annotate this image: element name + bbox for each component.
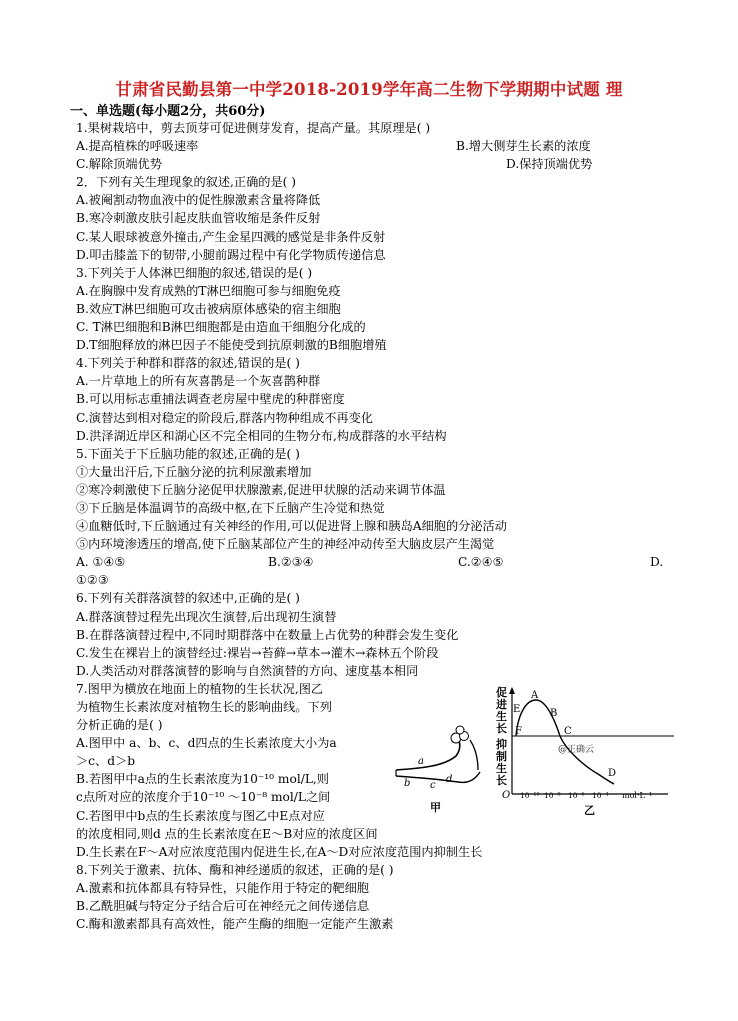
q5-option-c: C.②④⑤ [458,555,504,570]
q3-option-a: A.在胸腺中发育成熟的T淋巴细胞可参与细胞免疫 [76,283,341,298]
figure-caption-jia: 甲 [430,801,441,814]
q7-option-b-cont: c点所对应的浓度介于10⁻¹⁰ ～10⁻⁸ mol/L之间 [76,790,331,805]
x-unit: mol·L⁻¹ [622,791,653,800]
y-label-promote-1: 促 [496,686,507,699]
q8-option-a: A.激素和抗体都具有特异性，只能作用于特定的靶细胞 [76,880,369,895]
y-label-promote-2: 进 [496,698,507,711]
q3-stem: 3.下列关于人体淋巴细胞的叙述,错误的是( ) [76,265,313,280]
q7-line-1: 7.图甲为横放在地面上的植物的生长状况,图乙 [76,681,324,696]
y-label-inhibit-3: 生 [496,762,507,775]
q8-option-b: B.乙酰胆碱与特定分子结合后可在神经元之间传递信息 [76,899,370,914]
point-c: C [564,726,572,737]
q7-figure [384,686,684,820]
q5-options [76,553,668,571]
y-label-promote-4: 长 [496,722,507,735]
point-d: D [608,768,617,779]
q3-option-d: D.T细胞释放的淋巴因子不能使受到抗原刺激的B细胞增殖 [76,338,387,353]
q7-option-c: C.若图甲中b点的生长素浓度与图乙中E点对应 [76,808,325,823]
q3-option-c: C. T淋巴细胞和B淋巴细胞都是由造血干细胞分化成的 [76,320,366,335]
q4-option-c: C.演替达到相对稳定的阶段后,群落内物种组成不再变化 [76,410,373,425]
y-label-inhibit-2: 制 [496,750,507,763]
q5-stem: 5.下面关于下丘脑功能的叙述,正确的是( ) [76,446,300,461]
q1-option-d: D.保持顶端优势 [506,157,593,172]
q7-option-c-cont: 的浓度相同,则d 点的生长素浓度在E～B对应的浓度区间 [76,826,378,841]
q1-option-a: A.提高植株的呼吸速率 [76,139,199,154]
q7-option-a-cont: ＞c、d＞b [76,754,135,769]
q2-option-d: D.叩击膝盖下的韧带,小腿前踢过程中有化学物质传递信息 [76,247,386,262]
q1-stem: 1.果树栽培中，剪去顶芽可促进侧芽发育，提高产量。其原理是( ) [76,121,431,135]
growth-curve [516,700,617,784]
figure-caption-yi: 乙 [584,804,595,817]
plant-leaf [456,726,464,734]
label-d: d [446,774,453,785]
q5-option-d: D. [650,555,664,570]
q1-option-b: B.增大侧芽生长素的浓度 [456,139,591,154]
q8-option-c: C.酶和激素都具有高效性，能产生酶的细胞一定能产生激素 [76,917,394,932]
q8-stem: 8.下列关于激素、抗体、酶和神经递质的叙述，正确的是( ) [76,862,394,877]
q6-option-d: D.人类活动对群落演替的影响与自然演替的方向、速度基本相同 [76,663,419,678]
q5-option-a: A. ①④⑤ [76,555,126,570]
q1-option-c: C.解除顶端优势 [76,157,162,172]
q1-options-ab [76,137,668,155]
x-tick-2: 10⁻⁸ [544,791,561,800]
q5-statement-2: ②寒冷刺激使下丘脑分泌促甲状腺激素,促进甲状腺的活动来调节体温 [76,482,446,497]
x-tick-4: 10⁻⁴ [592,791,609,800]
origin-label: O [502,790,511,801]
point-b: B [550,708,558,719]
q7-option-d: D.生长素在F～A对应浓度范围内促进生长,在A～D对应浓度范围内抑制生长 [76,844,483,859]
label-a: a [418,756,424,767]
q6-option-b: B.在群落演替过程中,不同时期群落中在数量上占优势的种群会发生变化 [76,627,459,642]
q2-stem: 2．下列有关生理现象的叙述,正确的是( ) [76,175,297,190]
q4-stem: 4.下列关于种群和群落的叙述,错误的是( ) [76,356,300,371]
point-a: A [531,690,539,701]
q7-option-b: B.若图甲中a点的生长素浓度为10⁻¹⁰ mol/L,则 [76,772,329,787]
q7-line-2: 为植物生长素浓度对植物生长的影响曲线。下列 [76,700,332,714]
q6-option-a: A.群落演替过程先出现次生演替,后出现初生演替 [76,609,337,624]
y-label-inhibit [496,737,511,787]
q3-option-b: B.效应T淋巴细胞可攻击被病原体感染的宿主细胞 [76,301,341,316]
q5-statement-4: ④血糖低时,下丘脑通过有关神经的作用,可以促进肾上腺和胰岛A细胞的分泌活动 [76,519,507,534]
point-e: E [513,704,521,715]
q2-option-c: C.某人眼球被意外撞击,产生金星四溅的感觉是非条件反射 [76,229,386,244]
y-label-promote [495,686,511,735]
q2-option-a: A.被阉割动物血液中的促性腺激素含量将降低 [76,193,321,208]
y-label-inhibit-1: 抑 [496,738,507,751]
q5-statement-3: ③下丘脑是体温调节的高级中枢,在下丘脑产生冷觉和热觉 [76,500,385,515]
x-tick-1: 10⁻¹⁰ [520,791,540,800]
label-b: b [404,778,411,789]
q2-option-b: B.寒冷刺激皮肤引起皮肤血管收缩是条件反射 [76,211,321,226]
q7-option-a: A.图甲中 a、b、c、d四点的生长素浓度大小为a [76,736,337,751]
watermark: @正确云 [558,745,595,755]
label-c: c [430,780,436,791]
q5-option-d-content: ①②③ [76,573,109,588]
x-tick-3: 10⁻⁶ [568,791,585,800]
q4-option-d: D.洪泽湖近岸区和湖心区不完全相同的生物分布,构成群落的水平结构 [76,428,447,443]
y-label-promote-3: 生 [496,710,507,723]
q1-options-cd [76,155,668,173]
plant-diagram [396,726,480,814]
q6-stem: 6.下列有关群落演替的叙述中,正确的是( ) [76,591,300,606]
section-heading: 一、单选题(每小题2分，共60分) [70,104,266,119]
q4-option-b: B.可以用标志重捕法调查老房屋中壁虎的种群密度 [76,392,345,407]
q7-line-3: 分析正确的是( ) [76,718,163,733]
q5-statement-1: ①大量出汗后,下丘脑分泌的抗利尿激素增加 [76,464,312,479]
q5-statement-5: ⑤内环境渗透压的增高,使下丘脑某部位产生的神经冲动传至大脑皮层产生渴觉 [76,537,495,552]
q4-option-a: A.一片草地上的所有灰喜鹊是一个灰喜鹊种群 [76,374,321,389]
plant-stem [396,736,460,770]
q6-option-c: C.发生在裸岩上的演替经过:裸岩→苔藓→草本→灌木→森林五个阶段 [76,645,439,660]
paper-title: 甘肃省民勤县第一中学2018-2019学年高二生物下学期期中试题 理 [115,80,623,99]
growth-curve-chart [495,686,674,817]
point-f: F [515,726,522,737]
q5-option-b: B.②③④ [268,555,314,570]
y-label-inhibit-4: 长 [496,774,507,787]
